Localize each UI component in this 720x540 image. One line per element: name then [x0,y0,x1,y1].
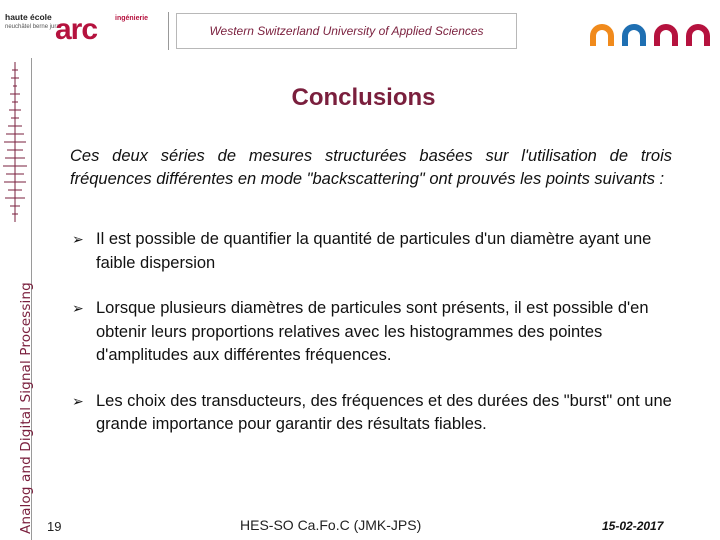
logo-division-text: ingénierie [115,15,149,22]
arch-icon [654,24,678,46]
intro-paragraph: Ces deux séries de mesures structurées basées sur l'utilisation de trois fréquences différentes en mode "backscattering" ont prouvés les points suivants : [70,147,672,188]
waveform-icon [2,62,28,222]
list-item [70,297,680,368]
hes-so-arches-logo [590,24,712,46]
slide-title: Conclusions [291,84,436,111]
footer-center-text: HES-SO Ca.Fo.C (JMK-JPS) [240,517,422,533]
logo-sub-text: neuchâtel berne jura [5,24,60,30]
bullet-text: Les choix des transducteurs, des fréquences et des durées des "burst" ont une grande importance pour garantir des résultats fiables. [96,391,672,433]
bullet-text: Il est possible de quantifier la quantité de particules d'un diamètre ayant une faible dispersion [96,230,652,272]
list-item [70,228,680,275]
arrow-bullet-icon: ➢ [72,300,84,316]
arrow-bullet-icon: ➢ [72,392,84,409]
arch-icon [590,24,614,46]
arch-icon [622,24,646,46]
hearc-logo [5,12,168,50]
header-box [176,13,517,49]
logo-school-text: haute école [5,12,52,22]
arch-icon [686,24,710,46]
bullet-list [70,228,680,459]
bullet-text: Lorsque plusieurs diamètres de particules sont présents, il est possible d'en obtenir leurs proportions relatives avec les histogrammes des pointes d'amplitudes aux différentes fréquences. [96,299,649,364]
logo-divider [168,12,169,50]
arrow-bullet-icon: ➢ [72,231,84,247]
list-item [70,390,680,437]
institution-title: Western Switzerland University of Applied Sciences [209,24,484,38]
course-title-vertical: Analog and Digital Signal Processing [18,282,34,534]
logo-brand-text: arc [55,13,98,46]
page-number: 19 [47,519,62,534]
footer-date: 15-02-2017 [602,519,664,533]
